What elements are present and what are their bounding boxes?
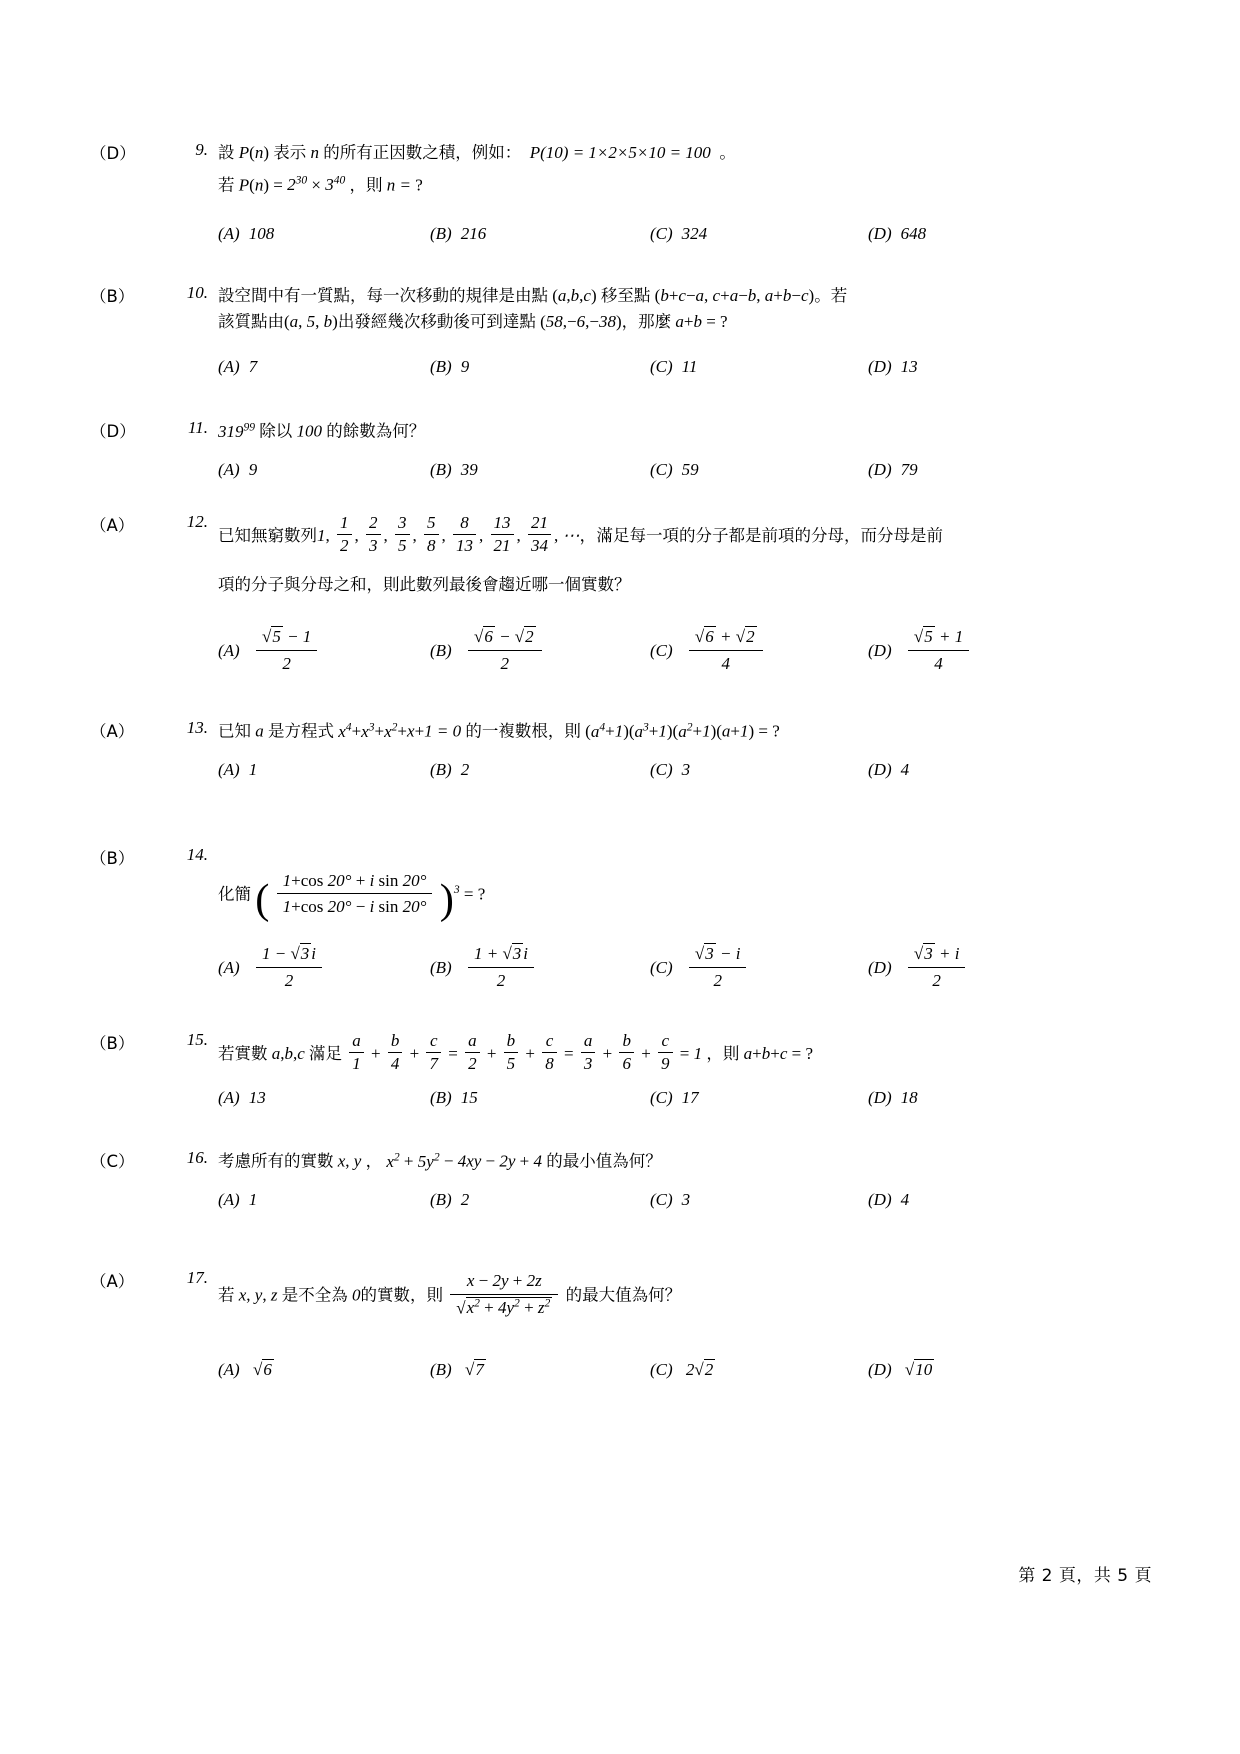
option-16-b[interactable]: (B) 2 <box>430 1190 470 1209</box>
option-14-b[interactable]: (B) $\frac{1 + √3 i}{2}$ <box>430 941 537 993</box>
question-number-11: 11. <box>188 418 208 437</box>
answer-mark-12: （A） <box>90 516 135 535</box>
answer-mark-17: （A） <box>90 1272 135 1291</box>
answer-mark-14: （B） <box>90 849 135 868</box>
option-13-a[interactable]: (A) 1 <box>218 760 258 779</box>
answer-mark-13: （A） <box>90 722 135 741</box>
answer-mark-11: （D） <box>90 422 136 441</box>
option-13-c[interactable]: (C) 3 <box>650 760 691 779</box>
option-13-d[interactable]: (D) 4 <box>868 760 910 779</box>
option-12-b[interactable]: (B) $\frac{√6 - √2}{2}$ <box>430 624 545 676</box>
question-text-12: 已知無窮數列1, $\frac{1}{2}$ , $\frac{2}{3}$ , $\frac{3}{5}$ , $\frac{5}{8}$ , $\frac{8}{13}$ , $\frac{13}{21}$ , $\frac{21}{34}$ , ⋯，滿足每一項的分子都是前項的分母，而分母是前 項的分子與分母之和，則此數列最後會趨近哪一個實數？ <box>218 513 943 595</box>
option-11-b[interactable]: (B) 39 <box>430 460 478 479</box>
option-15-a[interactable]: (A) 13 <box>218 1088 266 1107</box>
option-16-a[interactable]: (A) 1 <box>218 1190 258 1209</box>
question-text-13: 已知 a 是方程式 $x^4+x^3+x^2+x+1 = 0$ 的一複數根，則 $(a^4+1)(a^3+1)(a^2+1)(a+1)$ = ? <box>218 720 780 741</box>
option-10-d[interactable]: (D) 13 <box>868 357 918 376</box>
option-15-d[interactable]: (D) 18 <box>868 1088 918 1107</box>
option-14-a[interactable]: (A) $\frac{1 - √3 i}{2}$ <box>218 941 325 993</box>
option-17-b[interactable]: (B) √7 <box>430 1360 484 1379</box>
option-12-c[interactable]: (C) $\frac{√6 + √2}{4}$ <box>650 624 766 676</box>
question-text-11: $319^{99}$ 除以 100 的餘數為何？ <box>218 420 426 441</box>
option-11-c[interactable]: (C) 59 <box>650 460 699 479</box>
option-12-d[interactable]: (D) $\frac{√5 + 1}{4}$ <box>868 624 972 676</box>
option-15-b[interactable]: (B) 15 <box>430 1088 478 1107</box>
question-number-12: 12. <box>186 512 208 531</box>
option-16-d[interactable]: (D) 4 <box>868 1190 910 1209</box>
question-text-10: 設空間中有一質點，每一次移動的規律是由點 (a,b,c) 移至點 (b+c−a, c+a−b, a+b−c)。若 該質點由(a, 5, b)出發經幾次移動後可到達點 (58,−6,−38)，那麼 a+b = ? <box>218 286 848 331</box>
option-15-c[interactable]: (C) 17 <box>650 1088 699 1107</box>
question-text-9: 設 P(n) 表示 n 的所有正因數之積，例如： P(10) = 1×2×5×10 = 100 。 若 $P(n) = 2^{30} \times 3^{40}$ ，則 n = ? <box>218 143 736 195</box>
question-number-15: 15. <box>186 1030 208 1049</box>
question-number-13: 13. <box>186 718 208 737</box>
option-14-d[interactable]: (D) $\frac{√3 + i}{2}$ <box>868 941 968 993</box>
answer-mark-10: （B） <box>90 287 135 306</box>
option-11-a[interactable]: (A) 9 <box>218 460 258 479</box>
option-11-d[interactable]: (D) 79 <box>868 460 918 479</box>
question-text-17: 若 x, y, z 是不全為 0的實數，則 $\frac{x - 2y + 2z}{√x^2 + 4y^2 + z^2}$ 的最大值為何？ <box>218 1268 1148 1321</box>
option-12-a[interactable]: (A) $\frac{√5 - 1}{2}$ <box>218 624 320 676</box>
answer-mark-9: （D） <box>90 144 136 163</box>
answer-mark-15: （B） <box>90 1034 135 1053</box>
option-14-c[interactable]: (C) $\frac{√3 - i}{2}$ <box>650 941 749 993</box>
question-text-15: 若實數 a,b,c 滿足 $\frac{a}{1}$ + $\frac{b}{4}$ + $\frac{c}{7}$ = $\frac{a}{2}$ + $\frac{b}{5}$ + $\frac{c}{8}$ = $\frac{a}{3}$ + $\frac{b}{6}$ + $\frac{c}{9}$ = 1 ，則 a+b+c = ? <box>218 1031 814 1074</box>
page-footer: 第 2 頁，共 5 頁 <box>1018 1566 1152 1586</box>
option-9-d[interactable]: (D) 648 <box>868 224 927 243</box>
answer-mark-16: （C） <box>90 1152 135 1171</box>
option-9-c[interactable]: (C) 324 <box>650 224 708 243</box>
option-10-a[interactable]: (A) 7 <box>218 357 258 376</box>
question-number-9: 9. <box>195 140 208 159</box>
option-17-d[interactable]: (D) √10 <box>868 1360 933 1379</box>
option-17-a[interactable]: (A) √6 <box>218 1360 272 1379</box>
option-13-b[interactable]: (B) 2 <box>430 760 470 779</box>
option-17-c[interactable]: (C) 2√2 <box>650 1360 714 1379</box>
option-10-b[interactable]: (B) 9 <box>430 357 470 376</box>
question-text-16: 考慮所有的實數 x, y ， $x^2 + 5y^2 - 4xy - 2y + 4$ 的最小值為何？ <box>218 1150 662 1171</box>
option-9-b[interactable]: (B) 216 <box>430 224 487 243</box>
option-9-a[interactable]: (A) 108 <box>218 224 275 243</box>
question-number-17: 17. <box>186 1268 208 1287</box>
option-10-c[interactable]: (C) 11 <box>650 357 698 376</box>
question-number-16: 16. <box>186 1148 208 1167</box>
question-number-14: 14. <box>186 845 208 864</box>
question-text-14: 化簡 ( $\frac{\text{1+cos 20° + i sin 20°}}{\text{1+cos 20° − i sin 20°}}$ )$^3$ = ? <box>218 845 1148 956</box>
option-16-c[interactable]: (C) 3 <box>650 1190 691 1209</box>
question-number-10: 10. <box>186 283 208 302</box>
